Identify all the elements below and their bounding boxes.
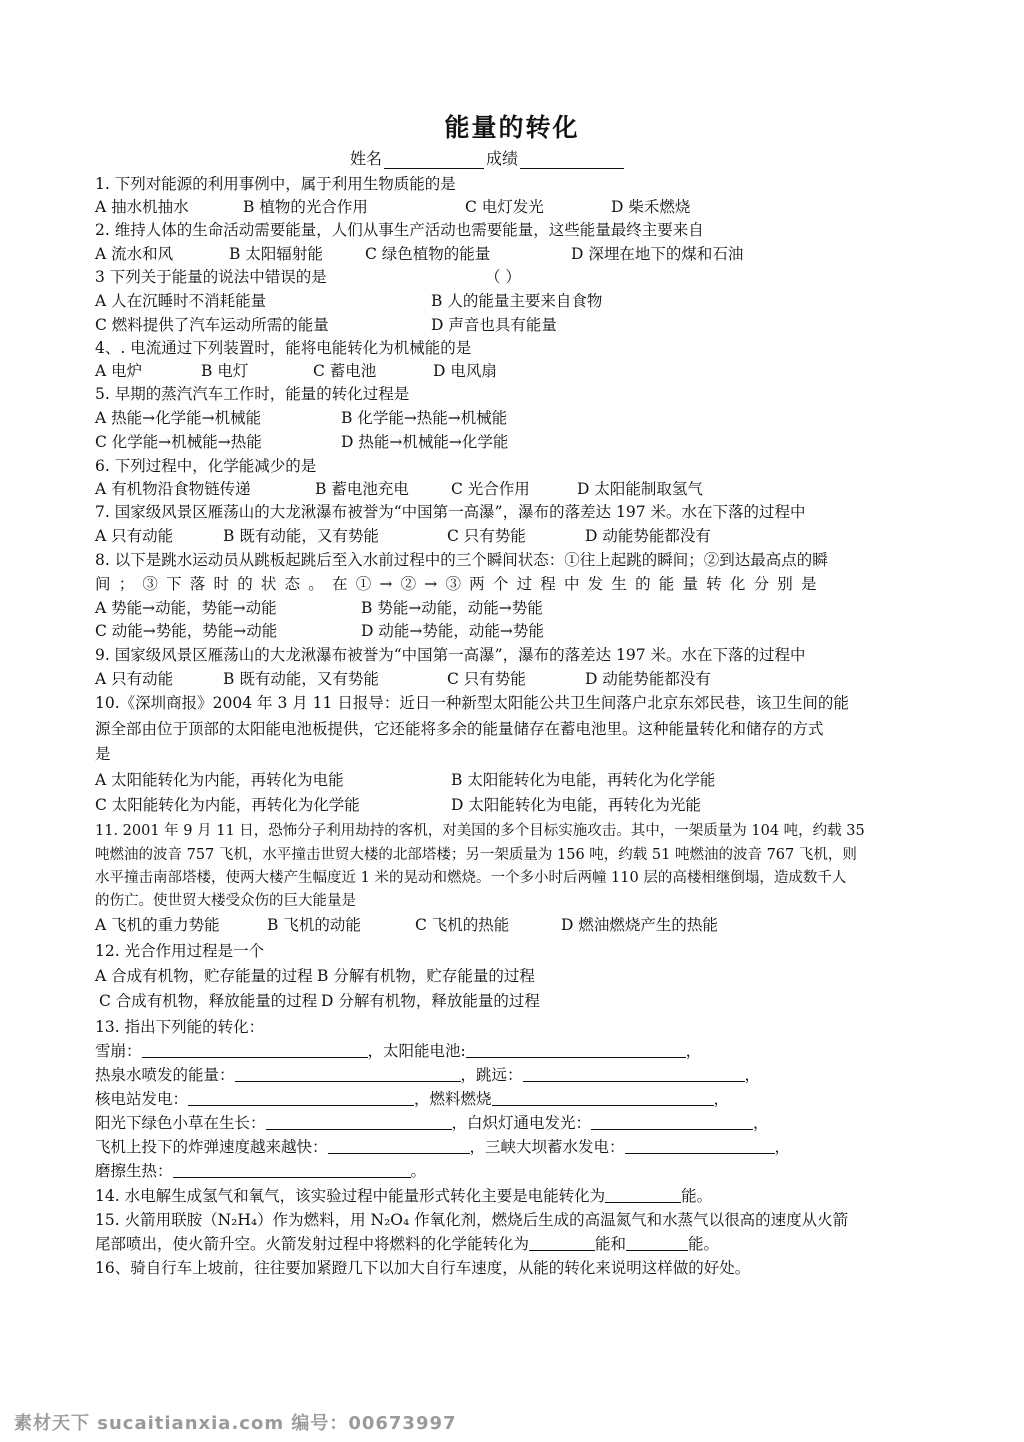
q13-stem: 13. 指出下列能的转化： <box>95 1018 265 1036</box>
q13-fuel-burning-label: ，燃料燃烧 <box>414 1090 492 1108</box>
q8-options-row1 <box>95 598 543 618</box>
q13-row4-comma: ， <box>753 1114 769 1132</box>
q3-option-c: C 燃料提供了汽车运动所需的能量 <box>95 316 329 334</box>
q13-nuclear-label: 核电站发电： <box>95 1090 189 1108</box>
q4-option-b: B 电灯 <box>201 362 249 380</box>
q3-answer-bracket: （ ） <box>485 268 521 286</box>
q6-option-a: A 有机物沿食物链传递 <box>95 480 251 498</box>
q14-end: 能。 <box>681 1187 713 1205</box>
q12-options-row2 <box>99 991 540 1011</box>
q8-options-row2 <box>95 621 544 641</box>
q13-row3 <box>95 1089 729 1109</box>
q9-option-c: C 只有势能 <box>447 670 526 688</box>
q13-bulb-blank <box>591 1115 753 1130</box>
q13-row5 <box>95 1137 790 1157</box>
q3-stem: 3 下列关于能量的说法中错误的是 <box>95 268 327 286</box>
q2-option-c: C 绿色植物的能量 <box>365 245 491 263</box>
q13-bulb-label: ，白炽灯通电发光： <box>451 1114 592 1132</box>
q11-option-a: A 飞机的重力势能 <box>95 916 220 934</box>
q8-stem-line1: 8. 以下是跳水运动员从跳板起跳后至入水前过程中的三个瞬间状态：①往上起跳的瞬间；②到达最高点的瞬 <box>95 551 828 569</box>
q6-options <box>95 479 703 499</box>
q8-option-b: B 势能→动能，动能→势能 <box>361 599 543 617</box>
watermark-footer <box>0 1395 1024 1442</box>
q10-option-a: A 太阳能转化为内能，再转化为电能 <box>95 771 344 789</box>
q13-fuel-burning-blank <box>492 1091 714 1106</box>
q12-option-b: B 分解有机物，贮存能量的过程 <box>317 967 535 985</box>
q1-option-b: B 植物的光合作用 <box>243 198 368 216</box>
q16-stem: 16、骑自行车上坡前，往往要加紧蹬几下以加大自行车速度，从能的转化来说明这样做的好处。 <box>95 1259 751 1277</box>
q10-stem-line1: 10.《深圳商报》2004 年 3 月 11 日报导：近日一种新型太阳能公共卫生间落户北京东郊民巷，该卫生间的能 <box>95 694 849 712</box>
q3-stem-line <box>95 267 521 287</box>
q13-long-jump-blank <box>523 1067 745 1082</box>
q1-stem: 1. 下列对能源的利用事例中，属于利用生物质能的是 <box>95 175 456 193</box>
q13-grass-blank <box>266 1115 452 1130</box>
q13-bomb-blank <box>328 1139 470 1154</box>
q12-stem: 12. 光合作用过程是一个 <box>95 942 265 960</box>
page-title: 能量的转化 <box>444 113 580 142</box>
q13-geyser-blank <box>235 1067 461 1082</box>
q4-stem: 4、. 电流通过下列装置时，能将电能转化为机械能的是 <box>95 339 472 357</box>
q12-options-row1 <box>95 966 535 986</box>
name-score-line <box>350 146 626 169</box>
q10-stem-line2: 源全部由位于顶部的太阳能电池板提供，它还能将多余的能量储存在蓄电池里。这种能量转化和储存的方式 <box>95 720 824 738</box>
q11-stem-line4: 的伤亡。使世贸大楼受众伤的巨大能量是 <box>95 893 356 909</box>
q13-row1 <box>95 1041 701 1061</box>
score-blank <box>520 154 624 169</box>
q3-option-a: A 人在沉睡时不消耗能量 <box>95 292 267 310</box>
q13-row2 <box>95 1065 760 1085</box>
q4-option-c: C 蓄电池 <box>313 362 377 380</box>
q5-options-row2 <box>95 432 508 452</box>
q10-options-row2 <box>95 795 701 815</box>
q15-blank-2 <box>626 1236 688 1251</box>
q12-option-c: C 合成有机物，释放能量的过程 <box>99 992 318 1010</box>
q15-mid: 能和 <box>595 1235 627 1253</box>
q14-blank <box>605 1188 681 1203</box>
q3-option-b: B 人的能量主要来自食物 <box>431 292 603 310</box>
q13-row3-comma: ， <box>713 1090 730 1108</box>
q2-option-b: B 太阳辐射能 <box>229 245 323 263</box>
q8-option-d: D 动能→势能，动能→势能 <box>361 622 544 640</box>
q4-options <box>95 361 497 381</box>
name-blank <box>384 154 484 169</box>
q6-option-b: B 蓄电池充电 <box>315 480 409 498</box>
q15-blank-1 <box>529 1236 595 1251</box>
q7-options <box>95 526 711 546</box>
q9-stem: 9. 国家级风景区雁荡山的大龙湫瀑布被誉为“中国第一高瀑”，瀑布的落差达 197 米。水在下落的过程中 <box>95 646 806 664</box>
q13-geyser-label: 热泉水喷发的能量： <box>95 1066 235 1084</box>
q13-row6 <box>95 1161 426 1181</box>
q9-option-d: D 动能势能都没有 <box>585 670 711 688</box>
watermark-text: 素材天下 sucaitianxia.com 编号：00673997 <box>14 1413 457 1434</box>
q11-option-c: C 飞机的热能 <box>415 916 510 934</box>
q7-stem: 7. 国家级风景区雁荡山的大龙湫瀑布被誉为“中国第一高瀑”，瀑布的落差达 197 米。水在下落的过程中 <box>95 503 806 521</box>
q3-option-d: D 声音也具有能量 <box>431 316 557 334</box>
q9-option-b: B 既有动能，又有势能 <box>223 670 379 688</box>
q5-options-row1 <box>95 408 507 428</box>
q13-solar-cell-label: ，太阳能电池: <box>367 1042 466 1060</box>
q10-option-b: B 太阳能转化为电能，再转化为化学能 <box>451 771 716 789</box>
q2-option-d: D 深埋在地下的煤和石油 <box>571 245 744 263</box>
q1-option-a: A 抽水机抽水 <box>95 198 189 216</box>
q6-option-c: C 光合作用 <box>451 480 530 498</box>
q11-option-b: B 飞机的动能 <box>267 916 361 934</box>
q4-option-d: D 电风扇 <box>433 362 497 380</box>
q15-line2 <box>95 1234 719 1254</box>
score-label: 成绩 <box>486 149 519 168</box>
q11-stem-line1: 11. 2001 年 9 月 11 日，恐怖分子利用劫持的客机，对美国的多个目标实施攻击。其中，一架质量为 104 吨，约载 35 <box>95 823 865 839</box>
q1-options <box>95 197 690 217</box>
q14-line <box>95 1186 712 1206</box>
name-label: 姓名 <box>350 149 383 168</box>
q6-stem: 6. 下列过程中，化学能减少的是 <box>95 457 317 475</box>
q3-options-row2 <box>95 315 557 335</box>
q2-options <box>95 244 743 264</box>
q11-stem-line3: 水平撞击南部塔楼，使两大楼产生幅度近 1 米的晃动和燃烧。一个多小时后两幢 110 层的高楼相继倒塌，造成数千人 <box>95 870 847 886</box>
q13-long-jump-label: ，跳远： <box>460 1066 523 1084</box>
q13-avalanche-blank <box>142 1043 368 1058</box>
q13-row5-comma: ， <box>774 1138 791 1156</box>
q10-stem-line3: 是 <box>95 745 111 763</box>
q7-option-d: D 动能势能都没有 <box>585 527 711 545</box>
q10-option-c: C 太阳能转化为内能，再转化为化学能 <box>95 796 360 814</box>
q10-option-d: D 太阳能转化为电能，再转化为光能 <box>451 796 701 814</box>
q13-bomb-label: 飞机上投下的炸弹速度越来越快： <box>95 1138 328 1156</box>
q1-option-d: D 柴禾燃烧 <box>611 198 691 216</box>
q2-option-a: A 流水和风 <box>95 245 174 263</box>
q15-end: 能。 <box>688 1235 720 1253</box>
q4-option-a: A 电炉 <box>95 362 143 380</box>
q8-stem-line2: 间；③下落时的状态。在①→②→③两个过程中发生的能量转化分别是 <box>95 575 825 593</box>
q12-option-d: D 分解有机物，释放能量的过程 <box>321 992 540 1010</box>
q5-option-d: D 热能→机械能→化学能 <box>341 433 509 451</box>
q13-row2-comma: ， <box>744 1066 761 1084</box>
q11-option-d: D 燃油燃烧产生的热能 <box>561 916 718 934</box>
q2-stem: 2. 维持人体的生命活动需要能量，人们从事生产活动也需要能量，这些能量最终主要来自 <box>95 221 704 239</box>
q9-option-a: A 只有动能 <box>95 670 174 688</box>
q13-dam-label: ，三峡大坝蓄水发电： <box>469 1138 625 1156</box>
q7-option-b: B 既有动能，又有势能 <box>223 527 379 545</box>
q13-avalanche-label: 雪崩： <box>95 1042 142 1060</box>
q5-option-b: B 化学能→热能→机械能 <box>341 409 508 427</box>
q13-solar-cell-blank <box>466 1043 686 1058</box>
q10-options-row1 <box>95 770 715 790</box>
q7-option-c: C 只有势能 <box>447 527 526 545</box>
q9-options <box>95 669 711 689</box>
q13-dam-blank <box>625 1139 775 1154</box>
q13-row6-period: 。 <box>410 1162 427 1180</box>
q13-grass-label: 阳光下绿色小草在生长： <box>95 1114 266 1132</box>
q5-option-c: C 化学能→机械能→热能 <box>95 433 262 451</box>
q15-stem-line1: 15. 火箭用联胺（N₂H₄）作为燃料，用 N₂O₄ 作氧化剂，燃烧后生成的高温氮气和水蒸气以很高的速度从火箭 <box>95 1211 849 1229</box>
q7-option-a: A 只有动能 <box>95 527 174 545</box>
q6-option-d: D 太阳能制取氢气 <box>577 480 703 498</box>
q8-option-c: C 动能→势能，势能→动能 <box>95 622 278 640</box>
q3-options-row1 <box>95 291 602 311</box>
q13-nuclear-blank <box>188 1091 414 1106</box>
q13-row1-comma: ， <box>685 1042 702 1060</box>
q12-option-a: A 合成有机物，贮存能量的过程 <box>95 967 313 985</box>
q8-option-a: A 势能→动能，势能→动能 <box>95 599 277 617</box>
q13-friction-label: 磨擦生热： <box>95 1162 173 1180</box>
q1-option-c: C 电灯发光 <box>465 198 544 216</box>
q14-stem: 14. 水电解生成氢气和氧气，该实验过程中能量形式转化主要是电能转化为 <box>95 1187 606 1205</box>
q5-stem: 5. 早期的蒸汽汽车工作时，能量的转化过程是 <box>95 385 410 403</box>
q13-friction-blank <box>173 1163 411 1178</box>
q11-options <box>95 915 718 935</box>
q11-stem-line2: 吨燃油的波音 757 飞机，水平撞击世贸大楼的北部塔楼；另一架质量为 156 吨，约载 51 吨燃油的波音 767 飞机，则 <box>95 847 857 863</box>
q5-option-a: A 热能→化学能→机械能 <box>95 409 262 427</box>
q13-row4 <box>95 1113 769 1133</box>
q15-stem-line2: 尾部喷出，使火箭升空。火箭发射过程中将燃料的化学能转化为 <box>95 1235 530 1253</box>
